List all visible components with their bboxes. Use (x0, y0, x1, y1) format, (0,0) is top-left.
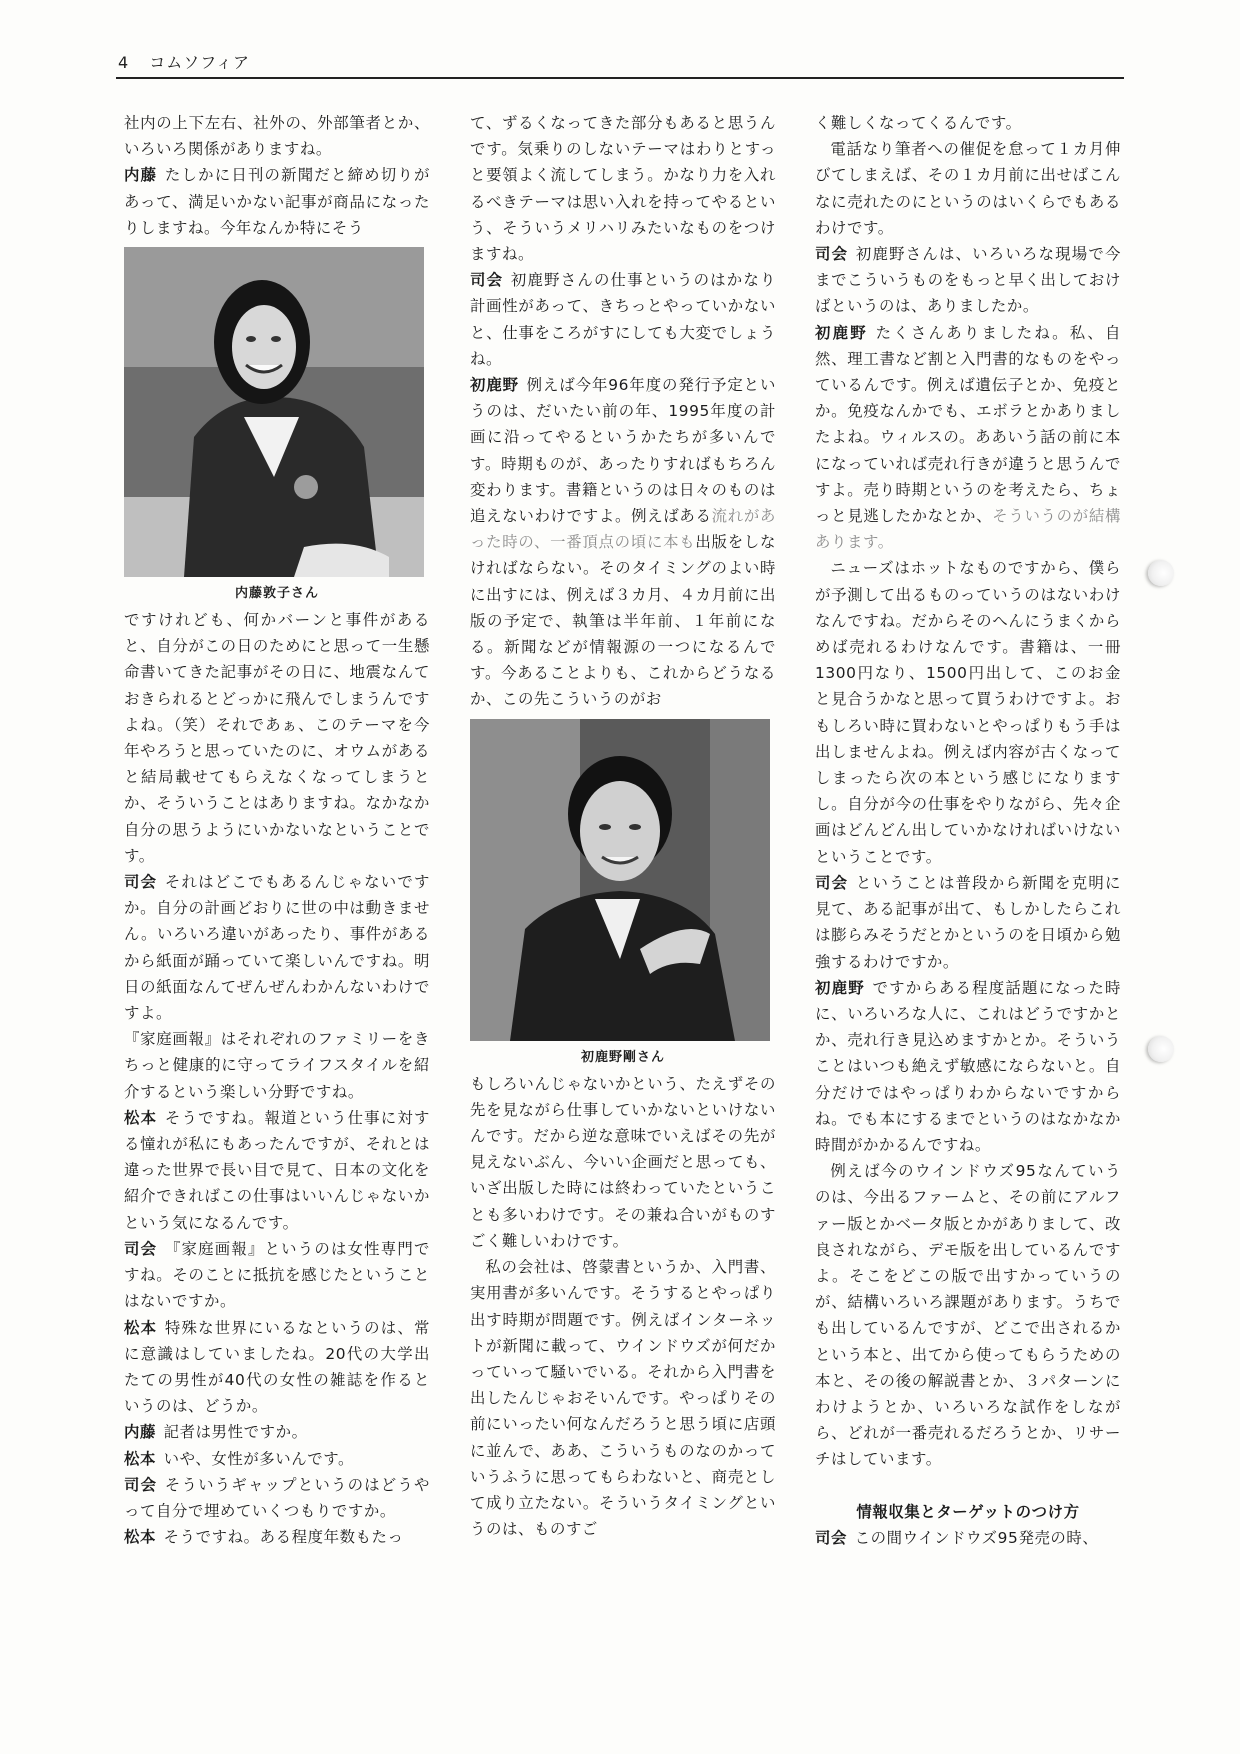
speaker-name: 松本 (124, 1528, 156, 1547)
speaker-name: 初鹿野 (470, 376, 519, 395)
speaker-name: 初鹿野 (815, 323, 868, 342)
paragraph: ですけれども、何かバーンと事件があると、自分がこの日のためにと思って一生懸命書いてきた記事がその日に、地震なんておきられるとどっかに飛んでしまうんですよね。（笑）それであぁ、このテーマを今年やろうと思っていたのに、オウムがあると結局載せてもらえなくなってしまうとか、そういうことはありますね。なかなか自分の思うようにいかないなということです。 (124, 611, 430, 865)
speaker-name: 司会 (815, 1528, 847, 1547)
paragraph (124, 1315, 430, 1420)
speaker-name: 司会 (124, 873, 158, 892)
paragraph (470, 372, 776, 713)
binder-hole-mark (1148, 560, 1174, 586)
speaker-name: 司会 (124, 1239, 158, 1258)
paragraph (815, 870, 1121, 975)
binder-hole-mark (1148, 1036, 1174, 1062)
paragraph (124, 1446, 430, 1472)
paragraph: く難しくなってくるんです。 (815, 114, 1022, 132)
faded-text: 流れがあった時の、一番頂点の頃に本も (470, 507, 776, 552)
speech-text: たしかに日刊の新聞だと締め切りがあって、満足いかない記事が商品になったりしますね。今年なんか特にそう (124, 166, 430, 237)
paragraph (124, 1419, 430, 1445)
speech-text: 初鹿野さんは、いろいろな現場で今までこういうものをもっと早く出しておけばというのは、ありましたか。 (815, 245, 1121, 316)
paragraph: 電話なり筆者への催促を怠って１カ月伸びてしまえば、その１カ月前に出せばこんなに売れたのにというのはいくらでもあるわけです。 (815, 140, 1121, 237)
speaker-name: 初鹿野 (815, 978, 865, 997)
paragraph: もしろいんじゃないかという、たえずその先を見ながら仕事していかないといけないんです。だから逆な意味でいえばその先が見えないぶん、今いい企画だと思っても、いざ出版した時には終わっていたということも多いわけです。その兼ね合いがものすごく難しいわけです。 (470, 1074, 776, 1250)
paragraph (124, 162, 430, 241)
speech-text: 特殊な世界にいるなというのは、常に意識はしていましたね。20代の大学出たての男性が40代の女性の雑誌を作るというのは、どうか。 (124, 1318, 430, 1416)
speech-text: それはどこでもあるんじゃないですか。自分の計画どおりに世の中は動きません。いろいろ違いがあったり、事件があるから紙面が踊っていて楽しいんですね。明日の紙面なんてぜんぜんわかんないわけですよ。 (124, 873, 430, 1023)
portrait-photo-hatsukano (470, 719, 770, 1041)
speech-text: 記者は男性ですか。 (163, 1423, 308, 1442)
speech-text: 出版をしなければならない。そのタイミングのよい時に出すには、例えば３カ月、４カ月前に出版の予定で、執筆は半年前、１年前になる。新聞などが情報源の一つになるんです。今あることよりも、これからどうなるか、この先こういうのがお (470, 533, 776, 709)
paragraph (124, 869, 430, 1026)
column-2 (470, 110, 776, 1542)
paragraph: て、ずるくなってきた部分もあると思うんです。気乗りのしないテーマはわりとすっと要領よく流してしまう。かなり力を入れるべきテーマは思い入れを持ってやるという、そういうメリハリみたいなものをつけますね。 (470, 114, 776, 264)
paragraph (124, 1105, 430, 1236)
speaker-name: 司会 (470, 271, 504, 290)
speech-text: いや、女性が多いんです。 (163, 1449, 355, 1468)
publication-title: コムソフィア (149, 53, 251, 72)
paragraph: 私の会社は、啓蒙書というか、入門書、実用書が多いんです。そうするとやっぱり出す時期が問題です。例えばインターネットが新聞に載って、ウインドウズが何だかっていって騒いでいる。それから入門書を出したんじゃおそいんです。やっぱりその前にいったい何なんだろうと思う頃に店頭に並んで、ああ、こういうものなのかっていうふうに思ってもらわないと、商売として成り立たない。そういうタイミングというのは、ものすご (470, 1258, 776, 1539)
speaker-name: 内藤 (124, 166, 158, 185)
photo-caption: 内藤敦子さん (234, 586, 319, 602)
paragraph (815, 241, 1121, 320)
portrait-photo-naito (124, 247, 424, 577)
speaker-name: 司会 (124, 1475, 158, 1494)
header-rule (116, 77, 1124, 79)
speech-text: 初鹿野さんの仕事というのはかなり計画性があって、きちっとやっていかないと、仕事をころがすにしても大変でしょうね。 (470, 271, 776, 368)
column-3 (815, 110, 1121, 1551)
paragraph: ニューズはホットなものですから、僕らが予測して出るものっていうのはないわけなんですね。だからそのへんにうまくからめば売れるわけなんです。書籍は、一冊1300円なり、1500円出して、このお金と見合うかなと思って買うわけですよ。おもしろい時に買わないとやっぱりもう手は出しませんよね。例えば内容が古くなってしまったら次の本という感じになりますし。自分が今の仕事をやりながら、先々企画はどんどん出していかなければいけないということです。 (815, 559, 1121, 866)
paragraph (815, 1525, 1121, 1551)
paragraph (124, 1472, 430, 1524)
paragraph (815, 975, 1121, 1158)
paragraph (470, 267, 776, 372)
speech-text: そういうギャップというのはどうやって自分で埋めていくつもりですか。 (124, 1475, 430, 1520)
speaker-name: 司会 (815, 873, 849, 892)
page-number: 4 (118, 53, 130, 72)
speech-text: たくさんありましたね。私、自然、理工書など割と入門書的なものをやっているんです。例えば遺伝子とか、免疫とか。免疫なんかでも、エボラとかありましたよね。ウィルスの。ああいう話の前に本になっていれば売れ行きが違うと思うんですよ。売り時期というのを考えたら、ちょっと見逃したかなとか、 (815, 323, 1121, 526)
speech-text: この間ウインドウズ95発売の時、 (854, 1528, 1099, 1547)
speaker-name: 内藤 (124, 1423, 156, 1442)
faded-text: そういうのが結構あります。 (815, 507, 1121, 552)
speaker-name: 松本 (124, 1108, 158, 1127)
paragraph: 例えば今のウインドウズ95なんていうのは、今出るファームと、その前にアルファー版とかベータ版とかがありまして、改良されながら、デモ版を出しているんですよ。そこをどこの版で出すかっていうのが、結構いろいろ課題があります。うちでも出しているんですが、どこで出されるかという本と、出てから使ってもらうための本と、その後の解説書とか、３パターンにわけようとか、いろいろな試作をしながら、どれが一番売れるだろうとか、リサーチはしています。 (815, 1162, 1121, 1469)
speaker-name: 松本 (124, 1449, 156, 1468)
speaker-name: 司会 (815, 245, 849, 264)
paragraph: 『家庭画報』はそれぞれのファミリーをきちっと健康的に守ってライフスタイルを紹介するという楽しい分野ですね。 (124, 1030, 430, 1101)
photo-caption: 初鹿野剛さん (580, 1049, 665, 1065)
paragraph (124, 1524, 430, 1550)
section-subheading: 情報収集とターゲットのつけ方 (856, 1502, 1080, 1521)
page-header (118, 50, 250, 73)
speech-text: 『家庭画報』というのは女性専門ですね。そのことに抵抗を感じたということはないですか。 (124, 1239, 430, 1311)
paragraph (124, 1236, 430, 1315)
speech-text: ということは普段から新聞を克明に見て、ある記事が出て、もしかしたらこれは膨らみそうだとかというのを日頃から勉強するわけですか。 (815, 873, 1121, 971)
speech-text: ですからある程度話題になった時に、いろいろな人に、これはどうですかとか、売れ行き見込めますかとか。そういうことはいつも絶えず敏感にならないと。自分だけではやっぱりわからないですからね。でも本にするまでというのはなかなか時間がかかるんですね。 (815, 978, 1121, 1154)
speaker-name: 松本 (124, 1318, 158, 1337)
paragraph (815, 320, 1121, 556)
speech-text: 例えば今年96年度の発行予定というのは、だいたい前の年、1995年度の計画に沿ってやるというかたちが多いんです。時期ものが、あったりすればもちろん変わります。書籍というのは日々のものは追えないわけですよ。例えばある (470, 376, 776, 526)
paragraph: 社内の上下左右、社外の、外部筆者とか、いろいろ関係がありますね。 (124, 114, 430, 159)
speech-text: そうですね。報道という仕事に対する憧れが私にもあったんですが、それとは違った世界で長い目で見て、日本の文化を紹介できればこの仕事はいいんじゃないかという気になるんです。 (124, 1108, 430, 1232)
speech-text: そうですね。ある程度年数もたっ (163, 1528, 404, 1547)
column-1 (124, 110, 430, 1550)
